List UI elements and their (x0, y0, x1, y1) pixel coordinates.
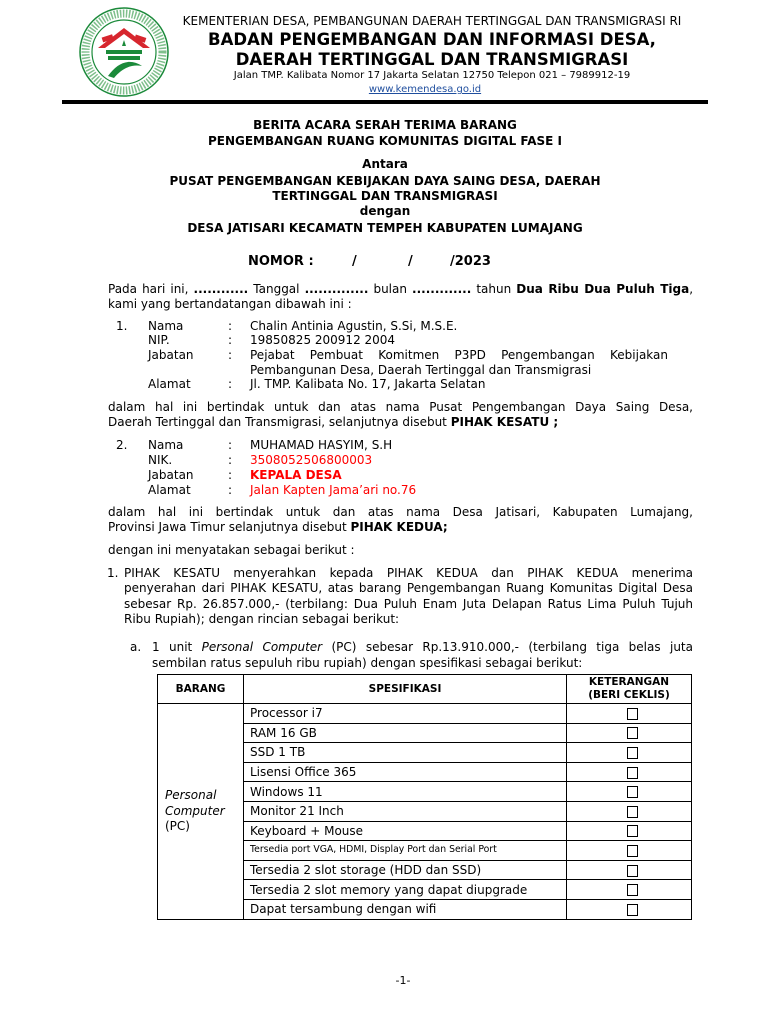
sub-item-a-italic: Personal Computer (201, 640, 323, 654)
document-number-separator-1: / (352, 254, 357, 269)
title-party2: DESA JATISARI KECAMATN TEMPEH KABUPATEN LUMAJANG (187, 221, 583, 235)
spec-cell: Lisensi Office 365 (244, 762, 567, 782)
ministry-logo (78, 6, 170, 98)
field-separator: : (228, 319, 233, 333)
header-spesifikasi: SPESIFIKASI (244, 675, 567, 704)
field-separator: : (228, 483, 233, 497)
title-between: Antara (362, 157, 408, 171)
party2-address-label: Alamat (148, 483, 191, 497)
declaration: dengan ini menyatakan sebagai berikut : (108, 543, 355, 557)
page-number: -1- (395, 974, 411, 987)
opening-line-1 (108, 282, 693, 297)
party1-address: Jl. TMP. Kalibata No. 17, Jakarta Selatan (250, 377, 486, 391)
party1-name-label: Nama (148, 319, 184, 333)
header-barang: BARANG (158, 675, 244, 704)
spec-checkbox[interactable] (627, 865, 638, 877)
party1-id-label: NIP. (148, 333, 170, 347)
year-text: Dua Ribu Dua Puluh Tiga (516, 282, 690, 296)
date-blank: .............. (304, 282, 369, 296)
spec-checkbox[interactable] (627, 767, 638, 779)
check-cell (567, 860, 692, 880)
spec-cell: Keyboard + Mouse (244, 821, 567, 841)
spec-checkbox[interactable] (627, 747, 638, 759)
check-cell (567, 782, 692, 802)
spec-cell: Processor i7 (244, 704, 567, 724)
spec-checkbox[interactable] (627, 845, 638, 857)
item-name-line-1: Personal (165, 788, 217, 803)
field-separator: : (228, 468, 233, 482)
check-cell (567, 801, 692, 821)
party2-name: MUHAMAD HASYIM, S.H (250, 438, 393, 452)
field-separator: : (228, 333, 233, 347)
sub-item-a-pre: 1 unit (152, 640, 202, 654)
spec-cell: Windows 11 (244, 782, 567, 802)
field-separator: : (228, 438, 233, 452)
month-blank: ............. (412, 282, 472, 296)
party2-address: Jalan Kapten Jama’ari no.76 (250, 483, 417, 497)
spec-checkbox[interactable] (627, 904, 638, 916)
party1-name: Chalin Antinia Agustin, S.Si, M.S.E. (250, 319, 458, 333)
check-cell (567, 723, 692, 743)
spec-checkbox[interactable] (627, 825, 638, 837)
party2-statement-line-1: dalam hal ini bertindak untuk dan atas nama Desa Jatisari, Kabupaten Lumajang, (108, 505, 693, 519)
sub-item-a-line-2: sembilan ratus sepuluh ribu rupiah) dengan spesifikasi sebagai berikut: (152, 656, 583, 670)
spec-cell: Tersedia port VGA, HDMI, Display Port dan Serial Port (244, 841, 567, 861)
document-number-year: /2023 (450, 254, 491, 269)
spec-cell: SSD 1 TB (244, 743, 567, 763)
document-number-label: NOMOR : (248, 254, 314, 269)
item1-line-4: Ribu Rupiah); dengan rincian sebagai berikut: (124, 612, 400, 626)
sub-item-a-marker: a. (130, 640, 142, 654)
agency-address: Jalan TMP. Kalibata Nomor 17 Jakarta Selatan 12750 Telepon 021 – 7989912-19 (233, 70, 631, 81)
header-keterangan-line-2: (BERI CEKLIS) (588, 689, 670, 701)
document-title-line-2: PENGEMBANGAN RUANG KOMUNITAS DIGITAL FASE I (207, 134, 563, 148)
spec-cell: Monitor 21 Inch (244, 801, 567, 821)
item1-line-1: PIHAK KESATU menyerahkan kepada PIHAK KEDUA dan PIHAK KEDUA menerima (124, 566, 693, 580)
party2-number: 2. (116, 438, 128, 452)
table-header-row (158, 675, 692, 704)
party1-statement-line-1: dalam hal ini bertindak untuk dan atas nama Pusat Pengembangan Daya Saing Desa, (108, 400, 693, 414)
check-cell (567, 841, 692, 861)
party1-designation: PIHAK KESATU ; (450, 415, 559, 429)
spec-checkbox[interactable] (627, 727, 638, 739)
table-row (158, 704, 692, 724)
website-link[interactable]: www.kemendesa.go.id (368, 84, 482, 95)
year-suffix: , (689, 282, 694, 296)
party1-position-line-1: Pejabat Pembuat Komitmen P3PD Pengembangan Kebijakan (250, 348, 668, 362)
party2-id: 3508052506800003 (250, 453, 373, 467)
document-number-separator-2: / (408, 254, 413, 269)
header-keterangan (567, 675, 692, 704)
party2-designation: PIHAK KEDUA; (350, 520, 448, 534)
opening-line-2: kami yang bertandatangan dibawah ini : (108, 297, 352, 311)
date-word: Tanggal (248, 282, 305, 296)
spec-checkbox[interactable] (627, 884, 638, 896)
header-keterangan-line-1: KETERANGAN (588, 676, 670, 688)
field-separator: : (228, 348, 233, 362)
document-title-line-1: BERITA ACARA SERAH TERIMA BARANG (253, 118, 517, 132)
letterhead-divider (62, 100, 708, 104)
year-word: tahun (471, 282, 517, 296)
item1-number: 1. (107, 566, 119, 580)
item-name-line-3: (PC) (165, 819, 190, 834)
opening-intro: Pada hari ini, (108, 282, 194, 296)
party1-number: 1. (116, 319, 128, 333)
agency-name-line-1: BADAN PENGEMBANGAN DAN INFORMASI DESA, (208, 30, 656, 49)
check-cell (567, 743, 692, 763)
website-line (160, 83, 690, 97)
check-cell (567, 899, 692, 919)
check-cell (567, 704, 692, 724)
agency-name-line-2: DAERAH TERTINGGAL DAN TRANSMIGRASI (235, 50, 629, 69)
spec-checkbox[interactable] (627, 708, 638, 720)
title-party1-line-1: PUSAT PENGEMBANGAN KEBIJAKAN DAYA SAING DESA, DAERAH (169, 174, 601, 188)
party2-statement-text: Provinsi Jawa Timur selanjutnya disebut (108, 520, 351, 534)
ministry-name: KEMENTERIAN DESA, PEMBANGUNAN DAERAH TERTINGGAL DAN TRANSMIGRASI RI (182, 14, 682, 28)
party1-position-label: Jabatan (148, 348, 194, 362)
party2-position: KEPALA DESA (250, 468, 342, 482)
month-word: bulan (368, 282, 413, 296)
item-name-cell (158, 704, 244, 920)
check-cell (567, 880, 692, 900)
spec-cell: Dapat tersambung dengan wifi (244, 899, 567, 919)
item1-line-2: penyerahan dari PIHAK KESATU, atas barang Pengembangan Ruang Komunitas Digital Desa (124, 581, 693, 595)
title-party1-line-2: TERTINGGAL DAN TRANSMIGRASI (272, 189, 498, 203)
party2-statement-line-2 (108, 520, 448, 535)
party1-statement-line-2 (108, 415, 558, 430)
spec-checkbox[interactable] (627, 786, 638, 798)
spec-checkbox[interactable] (627, 806, 638, 818)
day-blank: ............ (193, 282, 249, 296)
field-separator: : (228, 377, 233, 391)
spec-cell: Tersedia 2 slot storage (HDD dan SSD) (244, 860, 567, 880)
party1-id: 19850825 200912 2004 (250, 333, 396, 347)
spec-cell: RAM 16 GB (244, 723, 567, 743)
sub-item-a-post: (PC) sebesar Rp.13.910.000,- (terbilang tiga belas juta (322, 640, 693, 654)
party1-position-line-2: Pembangunan Desa, Daerah Tertinggal dan Transmigrasi (250, 363, 592, 377)
check-cell (567, 821, 692, 841)
specification-table (157, 674, 692, 920)
field-separator: : (228, 453, 233, 467)
party2-name-label: Nama (148, 438, 184, 452)
party2-position-label: Jabatan (148, 468, 194, 482)
party1-statement-text: Daerah Tertinggal dan Transmigrasi, selanjutnya disebut (108, 415, 451, 429)
item1-line-3: sebesar Rp. 26.857.000,- (terbilang: Dua Puluh Enam Juta Delapan Ratus Lima Puluh Tujuh (124, 597, 693, 611)
title-with: dengan (359, 204, 411, 218)
check-cell (567, 762, 692, 782)
spec-cell: Tersedia 2 slot memory yang dapat diupgrade (244, 880, 567, 900)
party2-id-label: NIK. (148, 453, 173, 467)
party1-address-label: Alamat (148, 377, 191, 391)
sub-item-a-line-1 (152, 640, 693, 655)
item-name-line-2: Computer (165, 803, 225, 818)
